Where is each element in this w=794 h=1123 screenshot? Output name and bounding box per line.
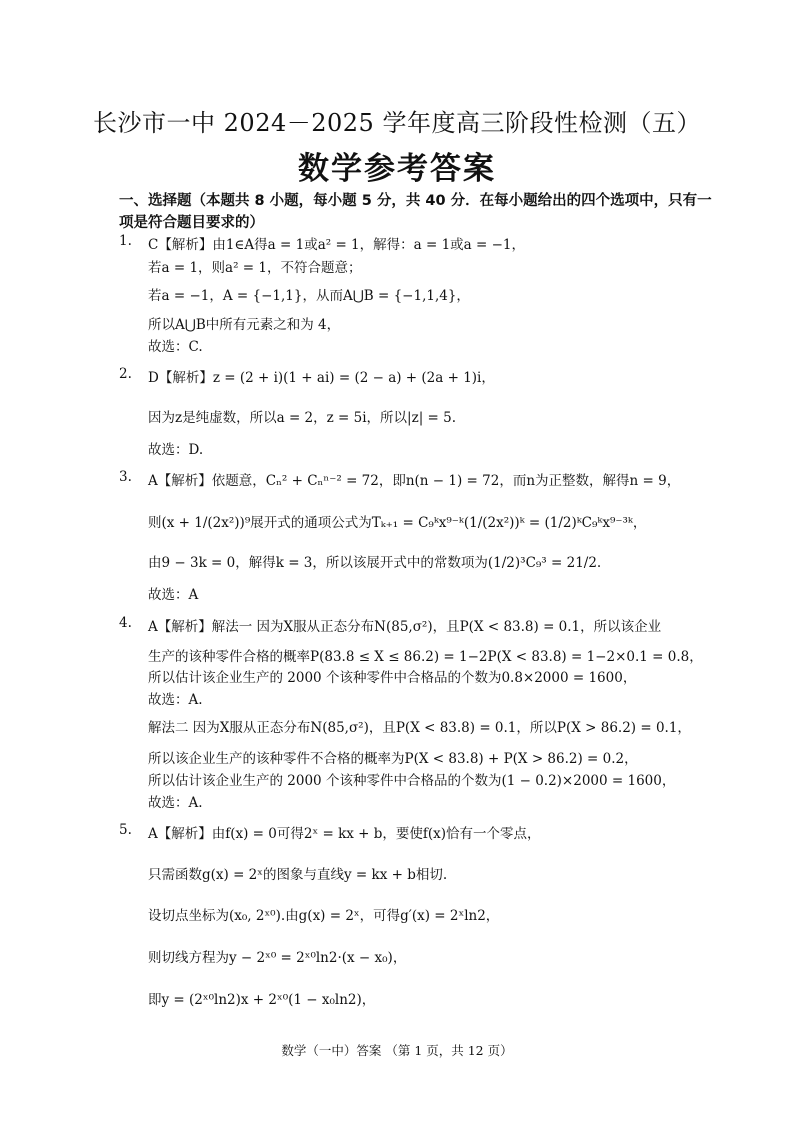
q5-line1: A【解析】由f(x) = 0可得2ˣ = kx + b，要使f(x)恰有一个零点， <box>148 826 541 842</box>
q1-line1: C【解析】由1∈A得a = 1或a² = 1，解得：a = 1或a = −1， <box>148 237 526 253</box>
q3-line1: A【解析】依题意，Cₙ² + Cₙⁿ⁻² = 72，即n(n − 1) = 72，而n为正整数，解得n = 9， <box>148 473 681 489</box>
q3-line4: 故选：A <box>148 587 199 603</box>
q5-line4: 则切线方程为y − 2ˣ⁰ = 2ˣ⁰ln2·(x − x₀)， <box>148 950 407 966</box>
q1-line4: 所以A⋃B中所有元素之和为 4， <box>148 317 341 333</box>
q3-line2: 则(x + 1/(2x²))⁹展开式的通项公式为Tₖ₊₁ = C₉ᵏx⁹⁻ᵏ(1/(2x²))ᵏ = (1/2)ᵏC₉ᵏx⁹⁻³ᵏ， <box>148 515 647 531</box>
q4-line8: 故选：A. <box>148 795 203 811</box>
q1-line5: 故选：C. <box>148 339 203 355</box>
document-title: 长沙市一中 2024－2025 学年度高三阶段性检测（五） <box>93 109 701 137</box>
q4-line5: 解法二 因为X服从正态分布N(85,σ²)，且P(X < 83.8) = 0.1，所以P(X > 86.2) = 0.1， <box>148 720 691 736</box>
q3-line3: 由9 − 3k = 0，解得k = 3，所以该展开式中的常数项为(1/2)³C₉³ = 21/2. <box>148 555 602 571</box>
q5-line5: 即y = (2ˣ⁰ln2)x + 2ˣ⁰(1 − x₀ln2)， <box>148 992 376 1008</box>
q2-line1: D【解析】z = (2 + i)(1 + ai) = (2 − a) + (2a + 1)i， <box>148 370 495 386</box>
q1-number: 1. <box>119 233 132 249</box>
q1-line2: 若a = 1，则a² = 1，不符合题意； <box>148 260 362 276</box>
q5-line2: 只需函数g(x) = 2ˣ的图象与直线y = kx + b相切. <box>148 867 448 883</box>
q4-number: 4. <box>119 615 132 631</box>
q4-line3: 所以估计该企业生产的 2000 个该种零件中合格品的个数为0.8×2000 = 1600， <box>148 670 637 686</box>
q4-line6: 所以该企业生产的该种零件不合格的概率为P(X < 83.8) + P(X > 86.2) = 0.2， <box>148 751 638 767</box>
q1-line3: 若a = −1，A = {−1,1}，从而A⋃B = {−1,1,4}， <box>148 288 470 304</box>
q4-line1: A【解析】解法一 因为X服从正态分布N(85,σ²)，且P(X < 83.8) = 0.1，所以该企业 <box>148 619 662 635</box>
q4-line4: 故选：A. <box>148 692 203 708</box>
q4-line2: 生产的该种零件合格的概率P(83.8 ≤ X ≤ 86.2) = 1−2P(X < 83.8) = 1−2×0.1 = 0.8， <box>148 649 703 665</box>
q2-line2: 因为z是纯虚数，所以a = 2，z = 5i，所以|z| = 5. <box>148 410 457 426</box>
q2-number: 2. <box>119 366 132 382</box>
page-footer: 数学（一中）答案 （第 1 页，共 12 页） <box>281 1043 513 1058</box>
section-heading-line1: 一、选择题（本题共 8 小题，每小题 5 分，共 40 分．在每小题给出的四个选项中，只有一 <box>119 193 712 209</box>
q5-line3: 设切点坐标为(x₀, 2ˣ⁰).由g(x) = 2ˣ，可得g′(x) = 2ˣln2， <box>148 908 500 924</box>
q5-number: 5. <box>119 822 132 838</box>
q2-line3: 故选：D. <box>148 442 204 458</box>
q3-number: 3. <box>119 469 132 485</box>
document-subtitle: 数学参考答案 <box>298 151 496 187</box>
section-heading-line2: 项是符合题目要求的） <box>119 215 264 231</box>
q4-line7: 所以估计该企业生产的 2000 个该种零件中合格品的个数为(1 − 0.2)×2000 = 1600， <box>148 773 676 789</box>
